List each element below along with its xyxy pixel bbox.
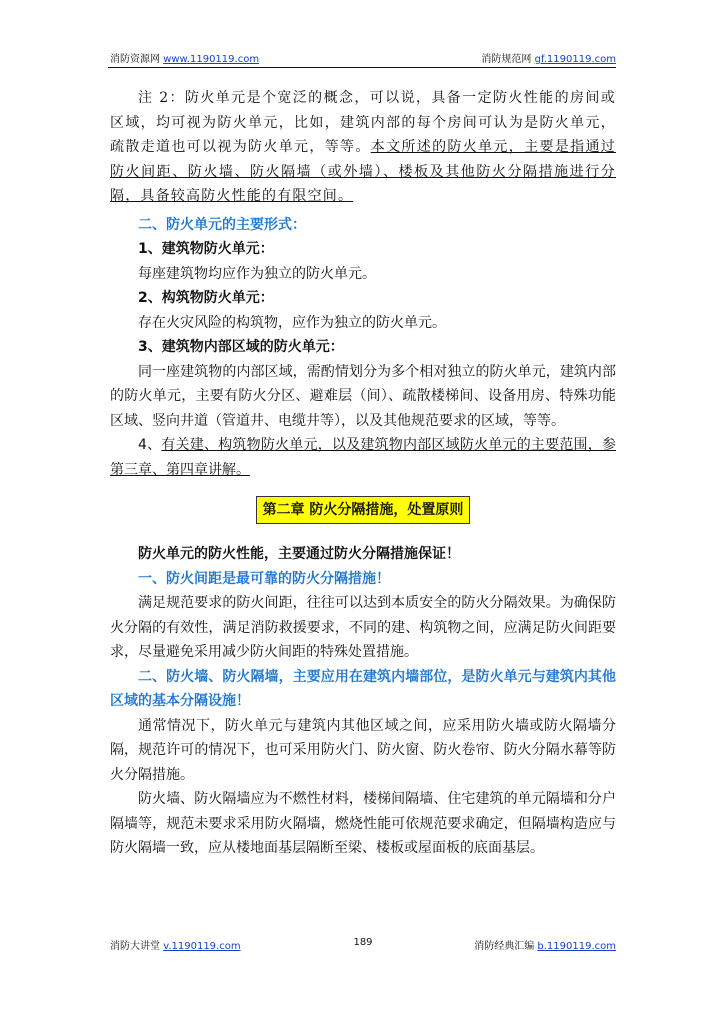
header-left-link[interactable]: www.1190119.com (163, 54, 260, 65)
header-right-label: 消防规范网 (481, 54, 532, 65)
chapter-banner (110, 496, 616, 524)
note-plain: 注 2：防火单元是个宽泛的概念，可以说，具备一定防火性能的房间或区域，均可视为防火单元，比如，建筑内部的每个房间可认为是防火单元，疏散走道也可以视为防火单元，等等。 (110, 90, 616, 155)
chapter-title: 第二章 防火分隔措施，处置原则 (256, 496, 471, 524)
note-paragraph (110, 86, 616, 209)
footer-right-label: 消防经典汇编 (474, 941, 535, 952)
header-left (110, 50, 259, 65)
item-text-2: 存在火灾风险的构筑物，应作为独立的防火单元。 (138, 314, 446, 331)
note-underlined: 本文所述的防火单元，主要是指通过防火间距、防火墙、防火隔墙（或外墙）、楼板及其他防火分隔措施进行分隔，具备较高防火性能的有限空间。 (110, 139, 616, 204)
header-right (481, 50, 616, 65)
footer-left-label: 消防大讲堂 (110, 941, 160, 952)
item-4-paragraph (110, 433, 616, 482)
chapter-intro: 防火单元的防火性能，主要通过防火分隔措施保证！ (138, 546, 460, 562)
sec1-text: 满足规范要求的防火间距，往往可以达到本质安全的防火分隔效果。为确保防火分隔的有效性，满足消防救援要求，不同的建、构筑物之间，应满足防火间距要求，尽量避免采用减少防火间距的特殊处置措施。 (110, 595, 616, 660)
item-4-prefix: 4、 (138, 437, 162, 453)
page-number: 189 (353, 937, 373, 948)
item-text-1: 每座建筑物均应作为独立的防火单元。 (138, 265, 376, 282)
header-left-label: 消防资源网 (110, 54, 160, 65)
item-text-3: 同一座建筑物的内部区域，需酌情划分为多个相对独立的防火单元，建筑内部的防火单元，主要有防火分区、避难层（间）、疏散楼梯间、设备用房、特殊功能区域、竖向井道（管道井、电缆井等），以及其他规范要求的区域，等等。 (110, 363, 616, 429)
sec1-heading: 一、防火间距是最可靠的防火分隔措施！ (138, 570, 390, 587)
page-header (110, 50, 616, 66)
item-heading-3: 3、建筑物内部区域的防火单元： (138, 339, 344, 355)
item-heading-2: 2、构筑物防火单元： (138, 290, 274, 306)
sec2-text-1: 通常情况下，防火单元与建筑内其他区域之间，应采用防火墙或防火隔墙分隔，规范许可的情况下，也可采用防火门、防火窗、防火卷帘、防火分隔水幕等防火分隔措施。 (110, 717, 616, 783)
footer-right (474, 937, 616, 952)
sec2-text-2: 防火墙、防火隔墙应为不燃性材料，楼梯间隔墙、住宅建筑的单元隔墙和分户隔墙等，规范未要求采用防火隔墙，燃烧性能可依规范要求确定，但隔墙构造应与防火隔墙一致，应从楼地面基层隔断至梁、楼板或屋面板的底面基层。 (110, 791, 616, 856)
section-heading: 二、防火单元的主要形式： (138, 216, 306, 233)
footer-left-link[interactable]: v.1190119.com (163, 941, 241, 952)
sec2-heading: 二、防火墙、防火隔墙，主要应用在建筑内墙部位，是防火单元与建筑内其他区域的基本分隔设施！ (110, 668, 616, 709)
page-body (110, 86, 616, 861)
page-footer (110, 937, 616, 953)
item-4-underlined: 有关建、构筑物防火单元，以及建筑物内部区域防火单元的主要范围，参第三章、第四章讲解。 (110, 437, 616, 478)
header-right-link[interactable]: gf.1190119.com (534, 54, 616, 65)
item-heading-1: 1、建筑物防火单元： (138, 241, 274, 257)
footer-right-link[interactable]: b.1190119.com (537, 941, 616, 952)
header-rule (108, 67, 616, 68)
